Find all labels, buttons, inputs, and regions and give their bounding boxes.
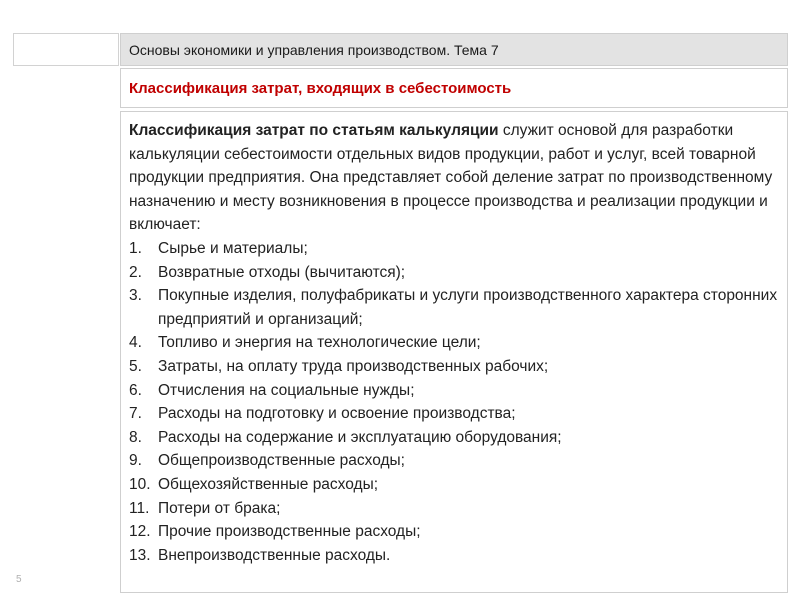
list-item — [129, 237, 779, 261]
list-item-number: 13. — [129, 546, 151, 564]
list-item-text: Общехозяйственные расходы; — [158, 475, 379, 493]
list-item-text: Сырье и материалы; — [158, 239, 308, 257]
course-title: Основы экономики и управления производством. Тема 7 — [129, 41, 499, 58]
list-item — [129, 331, 779, 355]
list-item-number: 11. — [129, 499, 150, 517]
intro-bold-term: Классификация затрат по статьям калькуляции — [129, 122, 499, 139]
list-item — [129, 355, 779, 379]
list-item-text: Внепроизводственные расходы. — [158, 546, 391, 564]
list-item-number: 2. — [129, 263, 142, 281]
slide-subtitle: Классификация затрат, входящих в себестоимость — [129, 79, 512, 97]
list-item-number: 1. — [129, 239, 142, 257]
list-item — [129, 261, 779, 285]
list-item-text: Общепроизводственные расходы; — [158, 452, 405, 470]
list-item — [129, 497, 779, 521]
list-item-text: Потери от брака; — [158, 499, 281, 517]
list-item-number: 8. — [129, 428, 142, 446]
list-item-text: Отчисления на социальные нужды; — [158, 381, 415, 399]
list-item-number: 4. — [129, 334, 142, 352]
list-item-number: 9. — [129, 452, 142, 470]
list-item-number: 5. — [129, 357, 142, 375]
list-item — [129, 473, 779, 497]
list-item-number: 7. — [129, 405, 142, 423]
content-box — [120, 111, 788, 593]
list-item-text: Расходы на содержание и эксплуатацию оборудования; — [158, 428, 562, 446]
subtitle-bar — [120, 68, 788, 108]
list-item — [129, 520, 779, 544]
list-item-text: Покупные изделия, полуфабрикаты и услуги производственного характера сторонних предприятий и организаций; — [158, 287, 778, 328]
list-item-number: 10. — [129, 475, 151, 493]
list-item-text: Возвратные отходы (вычитаются); — [158, 263, 406, 281]
cost-items-list — [129, 237, 779, 567]
list-item — [129, 426, 779, 450]
intro-text: служит основой для разработки калькуляции себестоимости отдельных видов продукции, работ и услуг, всей товарной продукции предприятия. Она представляет собой деление затрат по производственному назначению и месту возникновения в процессе производства и реализации продукции и включает: — [129, 122, 773, 234]
list-item-number: 6. — [129, 381, 142, 399]
list-item — [129, 284, 779, 331]
list-item — [129, 379, 779, 403]
intro-paragraph — [129, 119, 779, 237]
list-item-text: Прочие производственные расходы; — [158, 523, 421, 541]
page-number: 5 — [16, 574, 22, 585]
header-bar — [120, 33, 788, 66]
list-item-text: Затраты, на оплату труда производственных рабочих; — [158, 357, 549, 375]
list-item-text: Топливо и энергия на технологические цели; — [158, 334, 481, 352]
list-item — [129, 402, 779, 426]
list-item — [129, 544, 779, 568]
list-item-text: Расходы на подготовку и освоение производства; — [158, 405, 516, 423]
list-item — [129, 449, 779, 473]
corner-box — [13, 33, 119, 66]
list-item-number: 3. — [129, 287, 142, 305]
list-item-number: 12. — [129, 523, 151, 541]
